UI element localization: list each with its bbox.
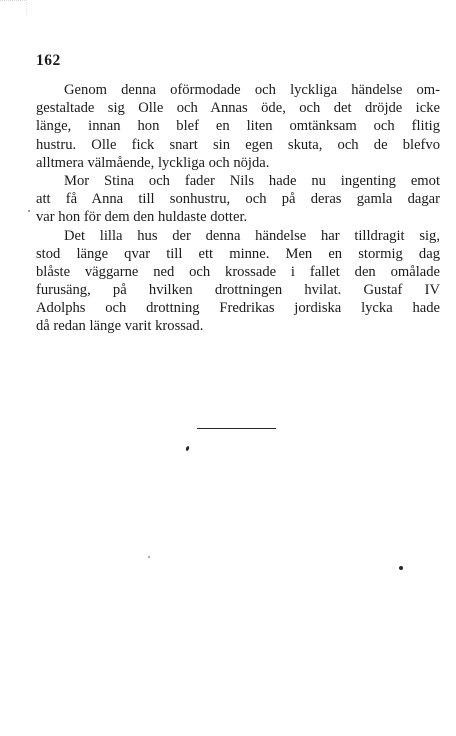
ink-speck — [28, 210, 30, 212]
text-line: att få Anna till sonhustru, och på deras gamla dagar — [36, 191, 440, 208]
text-line: alltmera välmående, lyckliga och nöjda. — [36, 154, 270, 171]
text-line: hustru. Olle fick snart sin egen skuta, och de blefvo — [36, 136, 440, 153]
text-line: var hon för dem den huldaste dotter. — [36, 209, 248, 226]
page-corner-mark — [0, 0, 27, 15]
text-line: furusäng, på hvilken drottningen hvilat. Gustaf IV — [36, 282, 440, 299]
ink-speck — [399, 566, 403, 570]
text-line: Genom denna oförmodade och lyckliga händelse om- — [64, 82, 440, 98]
text-line: Adolphs och drottning Fredrikas jordiska lycka hade — [36, 300, 440, 317]
page-number: 162 — [36, 52, 61, 69]
section-divider — [197, 428, 276, 429]
text-line: stod länge qvar till ett minne. Men en stormig dag — [36, 245, 440, 262]
body-text — [36, 81, 440, 336]
text-line: Det lilla hus der denna händelse har tilldragit sig, — [64, 227, 440, 244]
text-line: gestaltade sig Olle och Annas öde, och det dröjde icke — [36, 100, 440, 117]
text-line: blåste väggarne ned och krossade i fallet den omålade — [36, 263, 440, 280]
text-line: länge, innan hon blef en liten omtänksam och flitig — [36, 118, 440, 135]
ink-speck — [148, 556, 150, 558]
ink-speck — [185, 446, 190, 452]
text-line: Mor Stina och fader Nils hade nu ingenting emot — [64, 172, 440, 189]
text-line: då redan länge varit krossad. — [36, 318, 204, 335]
